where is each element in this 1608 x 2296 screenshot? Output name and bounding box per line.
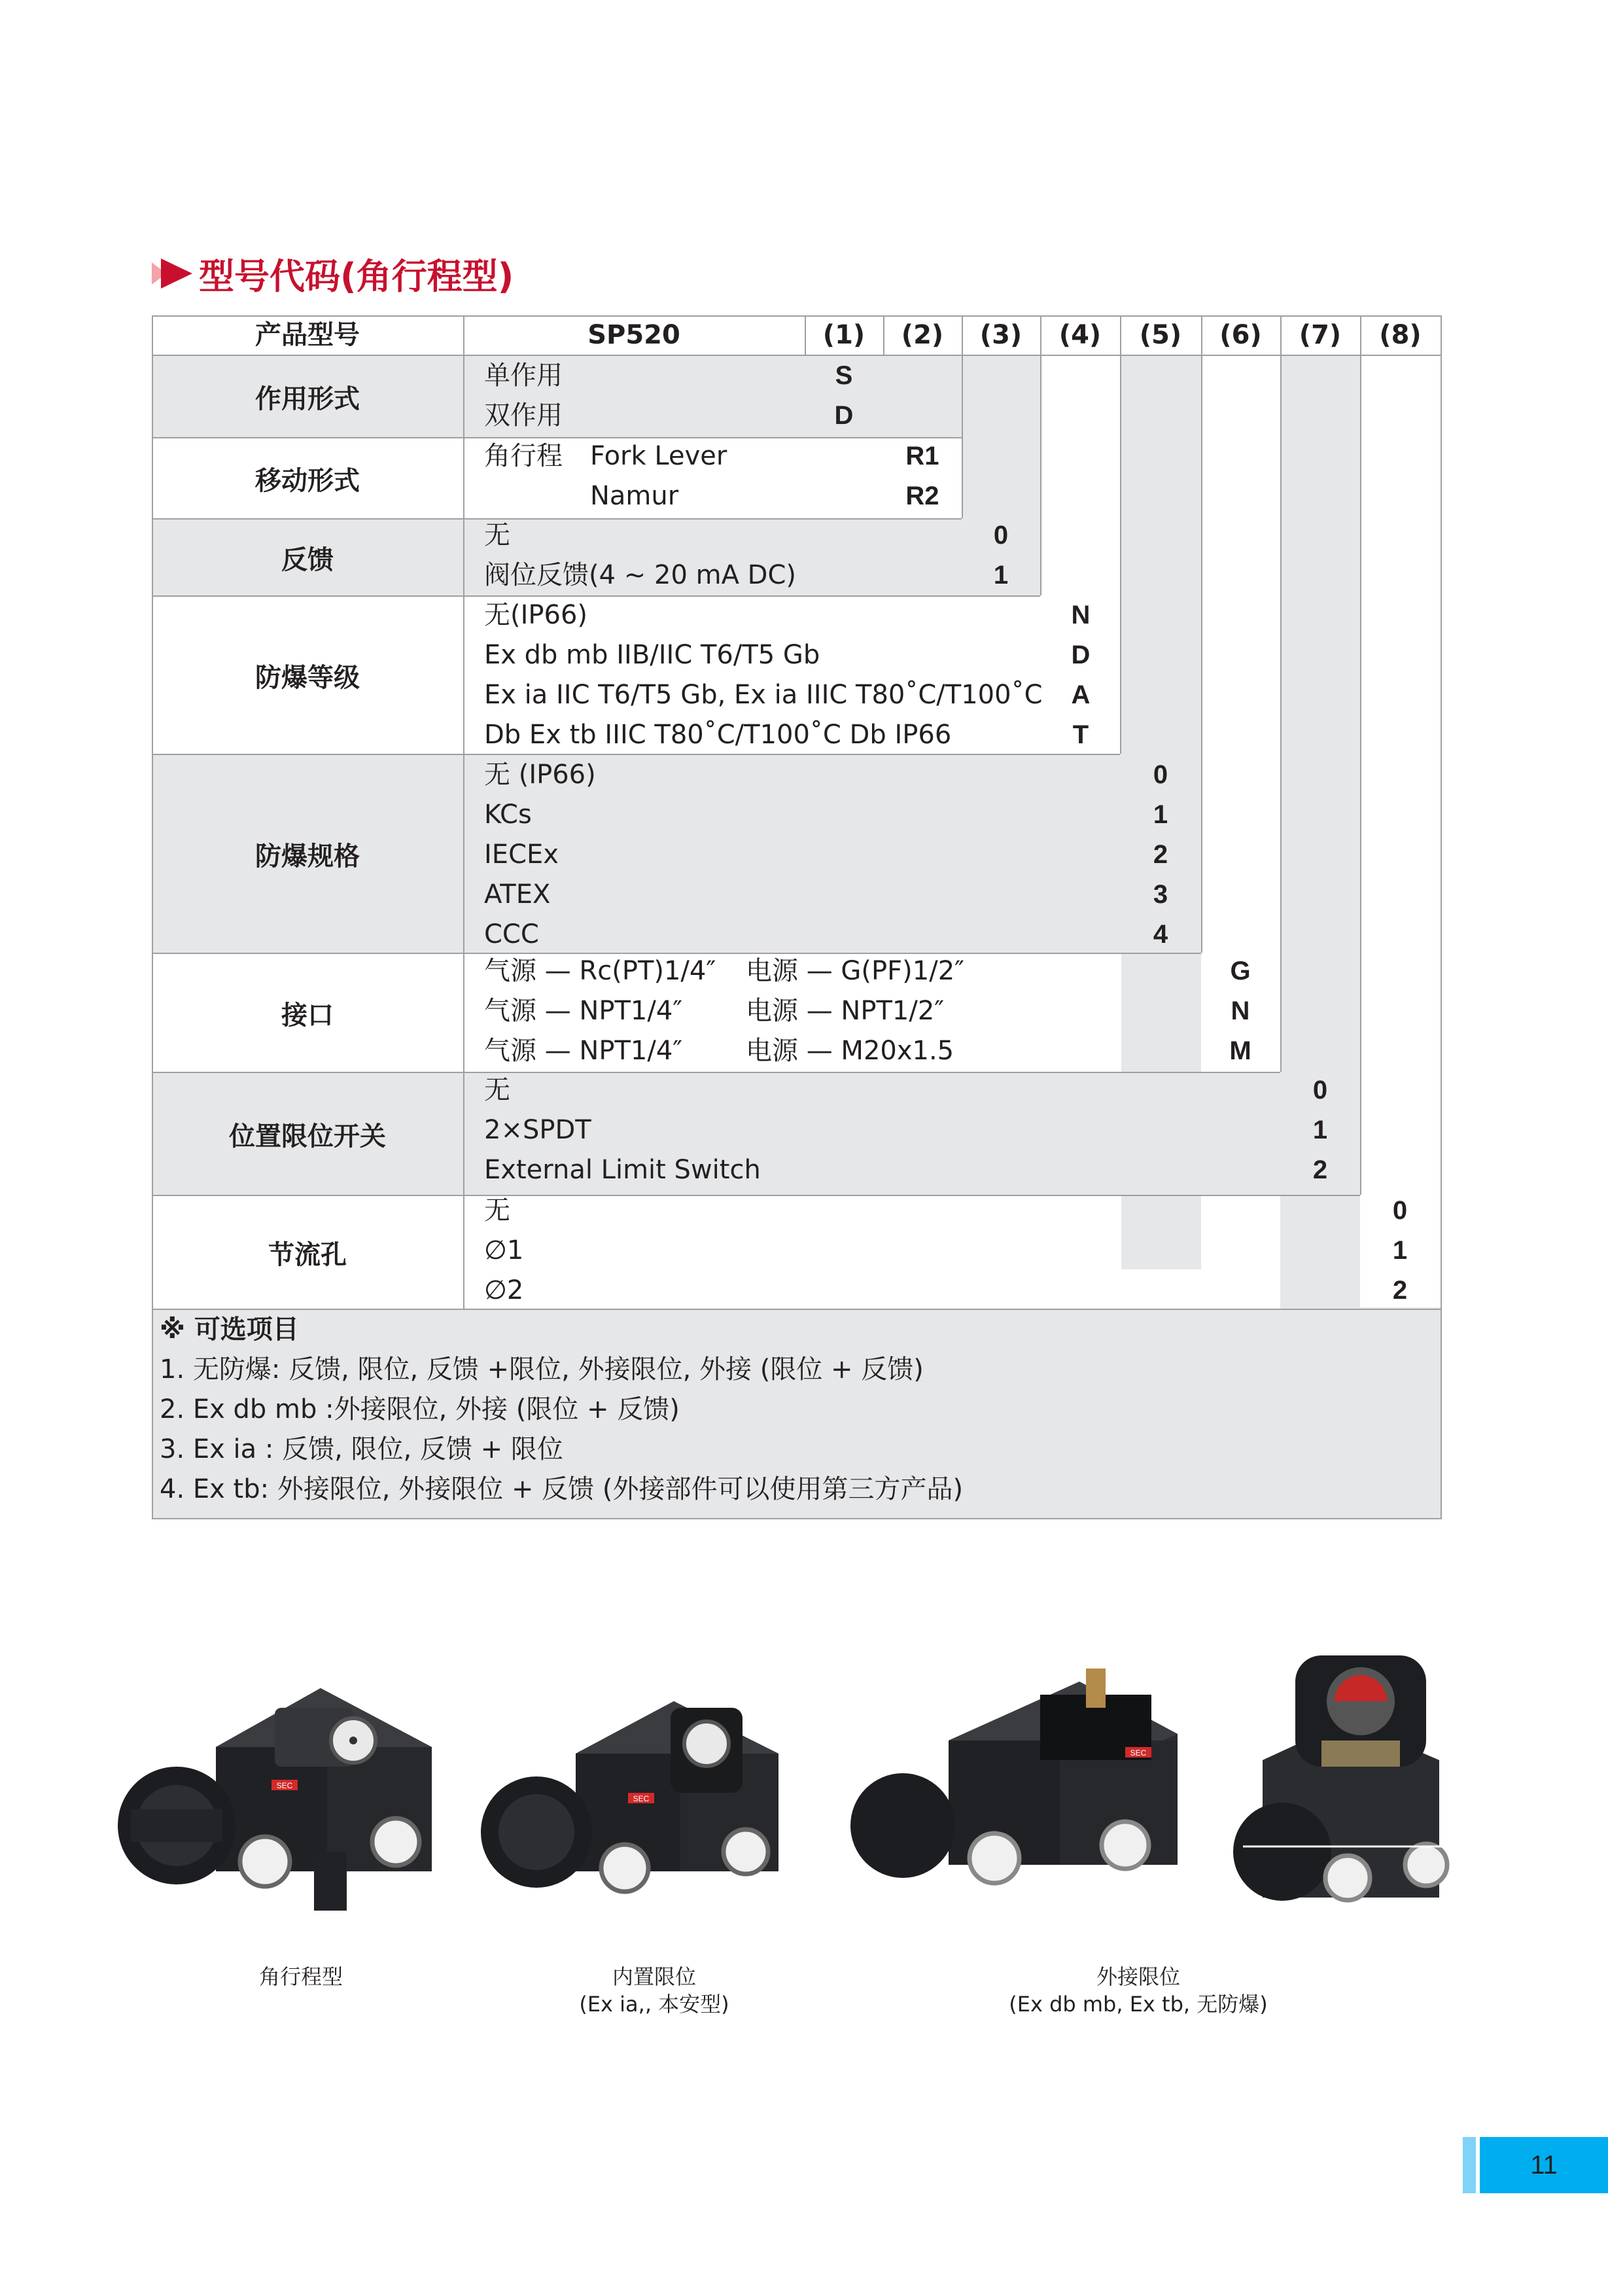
option-text: 单作用 [484, 361, 563, 391]
option-code: G [1230, 957, 1251, 985]
option-text: 无 [484, 1075, 510, 1105]
category-action-type: 作用形式 [255, 383, 360, 414]
option-text: IECEx [484, 839, 559, 870]
option-text: ∅1 [484, 1235, 524, 1265]
category-explosion-grade: 防爆等级 [255, 662, 360, 693]
option-text: CCC [484, 919, 539, 949]
option-text: 无 [484, 1195, 510, 1226]
header-col-3: (3) [979, 320, 1022, 350]
option-text: 无(IP66) [484, 600, 588, 630]
notes-title: ※ 可选项目 [160, 1315, 299, 1345]
option-code: R1 [905, 442, 939, 470]
caption-title: 外接限位 [1096, 1964, 1180, 1989]
product-image-rotary [118, 1675, 438, 1937]
category-motion-type: 移动形式 [255, 465, 360, 496]
option-text: Db Ex tb IIIC T80˚C/T100˚C Db IP66 [484, 720, 952, 750]
caption-title: 角行程型 [258, 1964, 343, 1989]
option-code: 0 [993, 521, 1009, 550]
note-item: 1. 无防爆: 反馈, 限位, 反馈 +限位, 外接限位, 外接 (限位 + 反馈) [160, 1354, 924, 1385]
option-text: Ex db mb IIB/IIC T6/T5 Gb [484, 640, 820, 670]
category-feedback: 反馈 [281, 544, 334, 575]
option-code: 1 [1392, 1236, 1408, 1265]
option-code: N [1231, 997, 1250, 1025]
option-code: S [835, 361, 853, 390]
option-text: 2×SPDT [484, 1115, 591, 1145]
option-code: 2 [1153, 840, 1168, 869]
caption-title: 内置限位 [612, 1964, 696, 1989]
header-col-1: (1) [822, 320, 865, 350]
option-text: 角行程 [484, 441, 563, 471]
header-col-6: (6) [1219, 320, 1262, 350]
note-item: 4. Ex tb: 外接限位, 外接限位 + 反馈 (外接部件可以使用第三方产品) [160, 1474, 964, 1504]
option-text-2: Namur [590, 481, 679, 511]
option-code: D [1071, 641, 1091, 669]
title-text: 型号代码(角行程型) [199, 255, 514, 297]
brand-label: SEC [276, 1781, 293, 1790]
note-item: 2. Ex db mb :外接限位, 外接 (限位 + 反馈) [160, 1394, 680, 1424]
option-code: 1 [993, 561, 1009, 590]
option-text-2: 电源 — M20x1.5 [746, 1036, 954, 1066]
option-text: Ex ia IIC T6/T5 Gb, Ex ia IIIC T80˚C/T100˚C [484, 680, 1043, 710]
option-code: T [1072, 720, 1089, 749]
header-col-4: (4) [1058, 320, 1102, 350]
option-code: 3 [1153, 880, 1168, 909]
header-label: 产品型号 [255, 320, 360, 350]
option-code: A [1071, 680, 1091, 709]
header-col-5: (5) [1139, 320, 1182, 350]
option-text-2: 电源 — NPT1/2″ [746, 996, 945, 1026]
option-text: 无 (IP66) [484, 760, 596, 790]
header-col-7: (7) [1299, 320, 1342, 350]
category-orifice: 节流孔 [268, 1239, 347, 1270]
option-text: KCs [484, 800, 532, 830]
option-text: 气源 — NPT1/4″ [484, 1036, 683, 1066]
option-text: External Limit Switch [484, 1155, 761, 1185]
option-text: 无 [484, 520, 510, 550]
caption-sub: (Ex db mb, Ex tb, 无防爆) [1009, 1992, 1268, 2017]
option-code: 2 [1392, 1276, 1408, 1305]
caption-external-switch [981, 1963, 1295, 2018]
product-image-internal-switch [478, 1688, 785, 1937]
note-item: 3. Ex ia : 反馈, 限位, 反馈 + 限位 [160, 1434, 563, 1464]
option-code: M [1229, 1036, 1251, 1065]
model-code-table [152, 315, 1442, 1519]
category-limit-switch: 位置限位开关 [229, 1121, 386, 1152]
option-text: 气源 — NPT1/4″ [484, 996, 683, 1026]
page-number-box [1480, 2137, 1608, 2193]
header-model: SP520 [587, 320, 680, 350]
option-text: ATEX [484, 879, 551, 910]
option-code: N [1071, 601, 1091, 629]
caption-rotary [216, 1963, 386, 1990]
option-code: 0 [1153, 760, 1168, 789]
option-code: 4 [1153, 920, 1168, 949]
brand-label: SEC [633, 1794, 650, 1803]
option-code: 1 [1153, 800, 1168, 829]
category-connection: 接口 [281, 1000, 334, 1031]
option-code: 0 [1392, 1196, 1408, 1225]
option-code: 2 [1312, 1156, 1328, 1184]
category-explosion-spec: 防爆规格 [255, 841, 360, 872]
option-text: 双作用 [484, 400, 563, 431]
option-text-2: 电源 — G(PF)1/2″ [746, 956, 965, 986]
page-number-accent [1463, 2137, 1476, 2193]
header-col-2: (2) [901, 320, 944, 350]
caption-internal-switch [550, 1963, 759, 2018]
product-image-external-switch [850, 1629, 1478, 1937]
page-number: 11 [1530, 2150, 1558, 2180]
option-text: 阀位反馈(4 ~ 20 mA DC) [484, 560, 796, 590]
section-title [152, 247, 514, 300]
caption-sub: (Ex ia,, 本安型) [579, 1992, 729, 2017]
title-arrow-icon [152, 258, 192, 289]
option-code: 0 [1312, 1076, 1328, 1104]
option-code: R2 [905, 482, 939, 510]
brand-label: SEC [1130, 1748, 1147, 1757]
header-col-8: (8) [1379, 320, 1422, 350]
option-code: D [834, 401, 854, 430]
option-text: 气源 — Rc(PT)1/4″ [484, 956, 716, 986]
option-text: ∅2 [484, 1275, 524, 1305]
option-code: 1 [1312, 1116, 1328, 1144]
option-text-2: Fork Lever [590, 441, 727, 471]
